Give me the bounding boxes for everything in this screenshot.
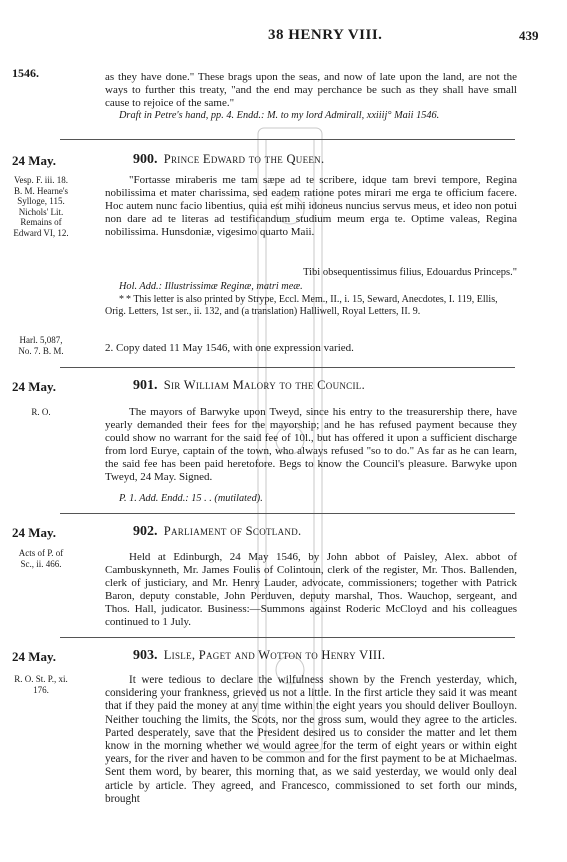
- entry-901-title: Sir William Malory to the Council.: [163, 378, 365, 392]
- entry-900-note-2: * * This letter is also printed by Strype, Eccl. Mem., II., i. 15, Seward, Anecdotes, I. 119, Ellis, Orig. Letters, 1st ser., ii. 132, and (a translation) Halliwell, Royal Letters, II. 9.: [105, 294, 498, 317]
- entry-903-margin: R. O. St. P., xi. 176.: [14, 674, 68, 695]
- entry-903-text: It were tedious to declare the wilfulness shown by the French yesterday, which, considering your frankness, grieved us not a little. In the first article they said it was meant that if they paid the money at any time within the eight years you should deliver Boulloyn. Neither touching the limits, the Scots, nor the gross sum, would they agree to the articles. Parted desperately, save that the President desired us to consider the matter and let them know in the morning whether we would agree for the term of eight years or within eight years, for the river and haven to be common and for the first payment to be at Michaelmas. Sent them word, by bearer, this morning that, as we said yesterday, we would only deal article by article. They agreed, and Francesco, commissioned to set forth our minds, brought: [105, 674, 517, 805]
- entry-902-text: Held at Edinburgh, 24 May 1546, by John abbot of Paisley, Alex. abbot of Cambuskynneth, Mr. James Foulis of Colintoun, clerk of the register, Mr. Thos. Ballenden, clerk of justiciary, and Mr. Henry Lauder, advocate, commissioners; together with Patrick Baron, deputy constable, John Perduven, deputy marshal, Thos. Wauchop, sergeant, and Thos. Hall, judicator. Business:—Summons against Roderic McCloyd and his colleagues continued to 1 July.: [105, 551, 517, 628]
- entry-902-heading: [133, 524, 301, 540]
- entry-divider: [60, 139, 515, 140]
- entry-901-margin: R. O.: [31, 407, 51, 417]
- entry-divider: [60, 367, 515, 368]
- running-header: [0, 27, 567, 45]
- entry-902-margin: Acts of P. of Sc., ii. 466.: [18, 548, 64, 569]
- entry-divider: [60, 637, 515, 638]
- entry-901-number: 901.: [133, 378, 158, 393]
- entry-divider: [60, 513, 515, 514]
- entry-900-title: Prince Edward to the Queen.: [163, 152, 325, 166]
- entry-900-heading: [133, 152, 324, 168]
- entry-903-title: Lisle, Paget and Wotton to Henry VIII.: [163, 648, 386, 662]
- entry-900-number: 900.: [133, 152, 158, 167]
- entry-900-margin: Vesp. F. iii. 18. B. M. Hearne's Sylloge, 115. Nichols' Lit. Remains of Edward VI, 12.: [13, 175, 69, 238]
- continuation-text: as they have done." These brags upon the seas, and now of late upon the land, are not the ways to further this treaty, "and the end may perchance be such as they shall have small cause to rejoice of the same.": [105, 71, 517, 109]
- running-title: 38 HENRY VIII.: [268, 27, 383, 43]
- entry-901-note: P. 1. Add. Endd.: 15 . . (mutilated).: [119, 493, 263, 504]
- entry-902-number: 902.: [133, 524, 158, 539]
- entry-901-text: The mayors of Barwyke upon Tweyd, since his entry to the treasurership there, have yearly demanded their fees for the mayorship; and he has refused payment because they could show no warrant for the said fee of 10l., but has offered it upon a sufficient discharge from lord Eurye, captain of the town, who always refused "so to do." As far as he can learn, the said fee has been paid heretofore. Begs to know the Council's pleasure. Barwyke upon Tweyd, 24 May. Signed.: [105, 406, 517, 483]
- entry-902-title: Parliament of Scotland.: [163, 524, 302, 538]
- entry-902-date: 24 May.: [12, 525, 57, 540]
- entry-903-date: 24 May.: [12, 649, 57, 664]
- continuation-note: Draft in Petre's hand, pp. 4. Endd.: M. to my lord Admirall, xxiiij° Maii 1546.: [119, 110, 440, 121]
- entry-900-note-1: Hol. Add.: Illustrissimæ Reginæ, matri meæ.: [119, 281, 303, 292]
- entry-903-number: 903.: [133, 648, 158, 663]
- entry-900-date: 24 May.: [12, 153, 57, 168]
- entry-900-text: "Fortasse miraberis me tam sæpe ad te scribere, idque tam brevi tempore, Regina nobilissima et mater charissima, sed eadem ratione potes mirari me erga te officium facere. Hoc autem nunc facio libentius, quia est mihi idoneus nuncius servus meus, et ideo non potui non dare ad te literas ad testificandum studium meum erga te. Optime valeas, Regina nobilissima. Hunsdoniæ, vigesimo quarto Maii.: [105, 174, 517, 238]
- entry-901-heading: [133, 378, 365, 394]
- page-number: 439: [519, 28, 539, 43]
- entry-900-signature: Tibi obsequentissimus filius, Edouardus Princeps.": [303, 267, 517, 278]
- entry-900-margin-2: Harl. 5,087, No. 7. B. M.: [18, 335, 64, 356]
- year-label: 1546.: [12, 66, 39, 80]
- entry-903-heading: [133, 648, 385, 664]
- entry-901-date: 24 May.: [12, 379, 57, 394]
- entry-900-item-2: 2. Copy dated 11 May 1546, with one expression varied.: [105, 342, 354, 354]
